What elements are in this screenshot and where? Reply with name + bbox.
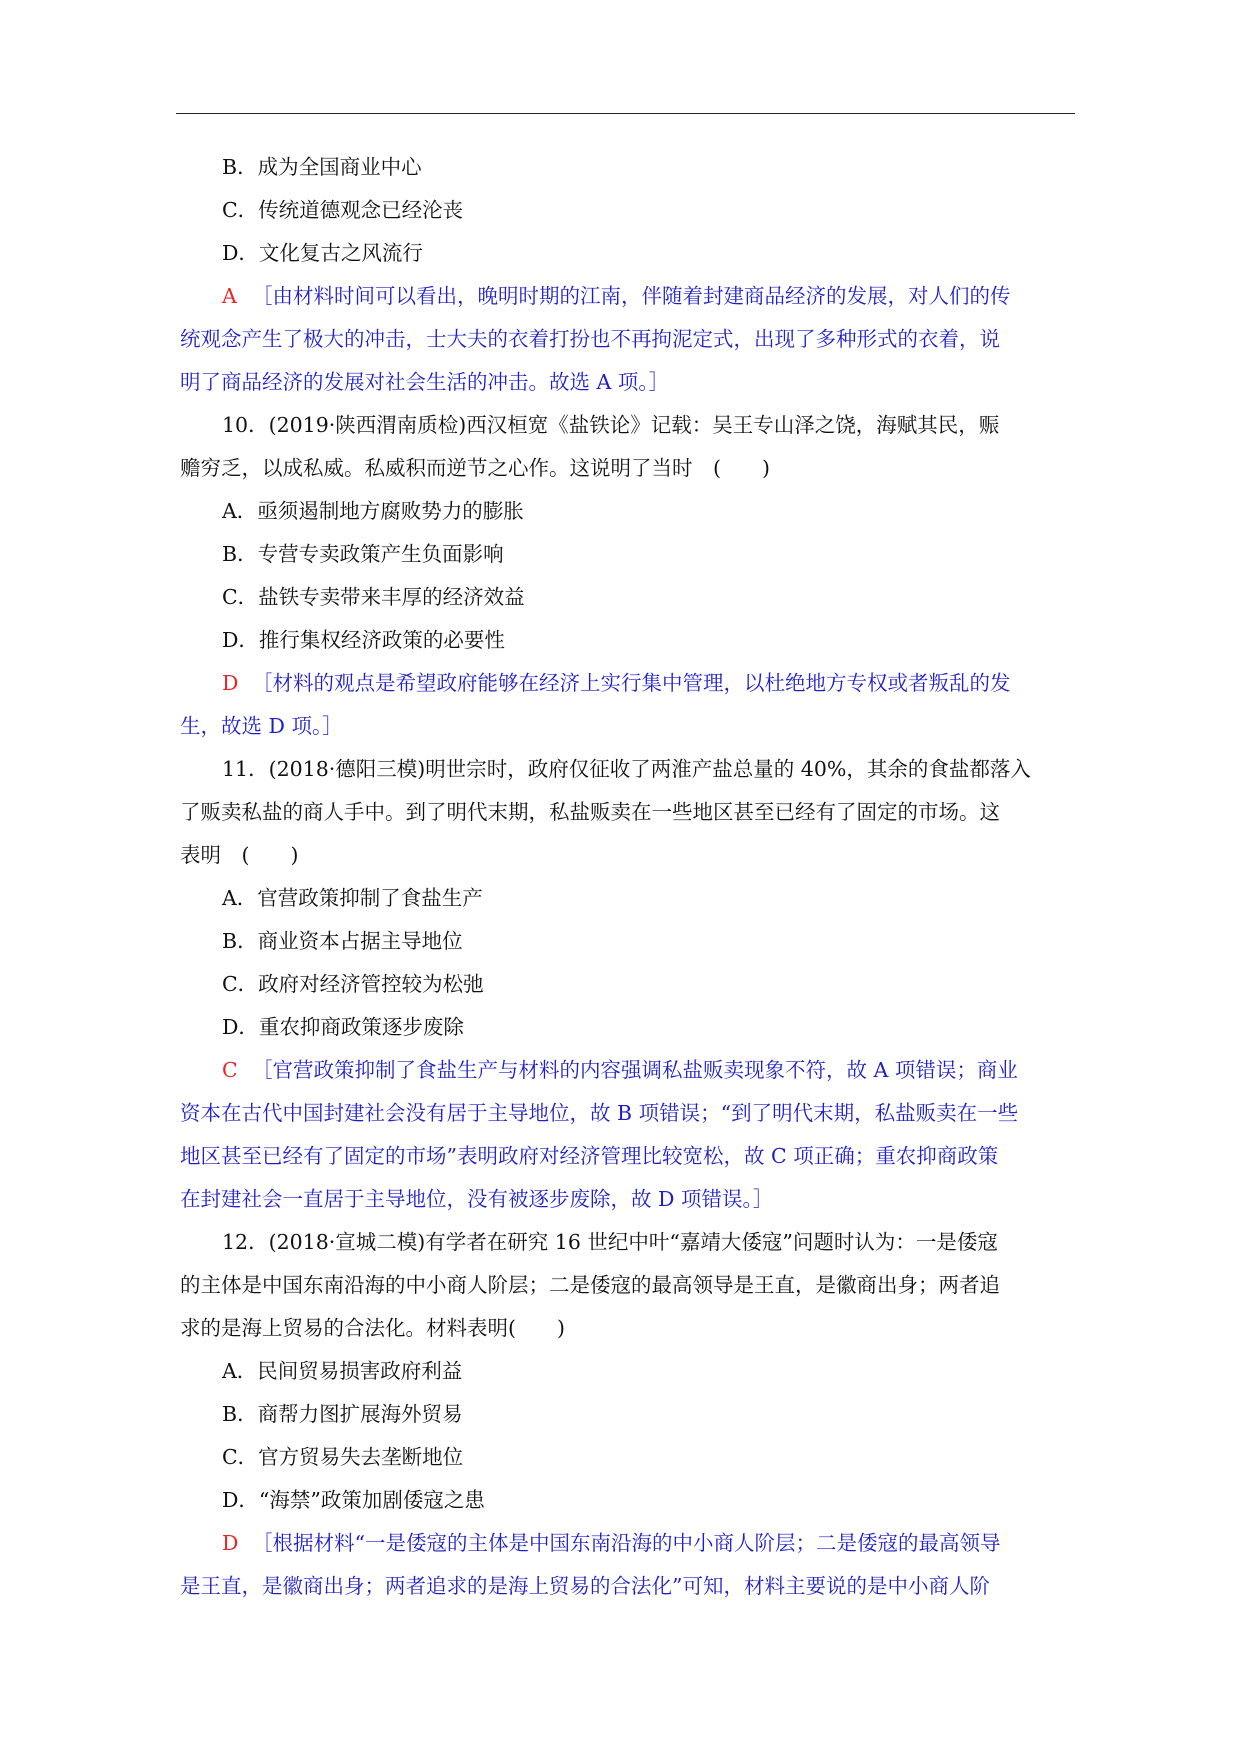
q11-answer-line-4: 在封建社会一直居于主导地位，没有被逐步废除，故 D 项错误。］ (180, 1187, 774, 1211)
q11-answer-line-3: 地区甚至已经有了固定的市场”表明政府对经济管理比较宽松，故 C 项正确；重农抑商政策 (180, 1144, 999, 1168)
q11-answer (180, 1049, 1070, 1221)
q12-option-a: A．民间贸易损害政府利益 (222, 1359, 463, 1383)
q9-option-b: B．成为全国商业中心 (222, 155, 422, 179)
q11-option-b: B．商业资本占据主导地位 (222, 929, 463, 953)
q12-answer-line-1: ［根据材料“一是倭寇的主体是中国东南沿海的中小商人阶层；二是倭寇的最高领导 (252, 1531, 1001, 1555)
q11-answer-line-2: 资本在古代中国封建社会没有居于主导地位，故 B 项错误；“到了明代末期，私盐贩卖在一些 (180, 1101, 1019, 1125)
header-rule (176, 113, 1075, 114)
q10-stem-line-1: 10．(2019·陕西渭南质检)西汉桓宽《盐铁论》记载：吴王专山泽之饶，海赋其民，赈 (222, 413, 1000, 437)
q10-answer (180, 662, 1070, 748)
q10-option-a: A．亟须遏制地方腐败势力的膨胀 (222, 499, 524, 523)
q11-option-c: C．政府对经济管控较为松弛 (222, 972, 484, 996)
q11-option-d: D．重农抑商政策逐步废除 (222, 1015, 464, 1039)
q10-option-b: B．专营专卖政策产生负面影响 (222, 542, 504, 566)
q9-option-c: C．传统道德观念已经沦丧 (222, 198, 464, 222)
q9-answer-line-2: 统观念产生了极大的冲击，士大夫的衣着打扮也不再拘泥定式，出现了多种形式的衣着，说 (180, 327, 1000, 351)
question-9 (180, 146, 1070, 404)
q12-option-d: D．“海禁”政策加剧倭寇之患 (222, 1488, 485, 1512)
question-11 (180, 748, 1070, 1221)
q9-answer (180, 275, 1070, 404)
q10-stem-line-2: 赡穷乏，以成私威。私威积而逆节之心作。这说明了当时 ( ) (180, 456, 770, 480)
q10-answer-line-1: ［材料的观点是希望政府能够在经济上实行集中管理，以杜绝地方专权或者叛乱的发 (252, 671, 1011, 695)
q11-answer-letter: C (222, 1058, 238, 1082)
q10-option-d: D．推行集权经济政策的必要性 (222, 628, 505, 652)
q11-option-a: A．官营政策抑制了食盐生产 (222, 886, 483, 910)
q9-answer-line-1: ［由材料时间可以看出，晚明时期的江南，伴随着封建商品经济的发展，对人们的传 (252, 284, 1011, 308)
q12-stem-line-3: 求的是海上贸易的合法化。材料表明( ) (180, 1316, 565, 1340)
q12-answer-line-2: 是王直，是徽商出身；两者追求的是海上贸易的合法化”可知，材料主要说的是中小商人阶 (180, 1574, 990, 1598)
q11-stem-line-2: 了贩卖私盐的商人手中。到了明代末期，私盐贩卖在一些地区甚至已经有了固定的市场。这 (180, 800, 1000, 824)
q11-stem-line-1: 11．(2018·德阳三模)明世宗时，政府仅征收了两淮产盐总量的 40%，其余的食盐都落入 (222, 757, 1031, 781)
q12-option-b: B．商帮力图扩展海外贸易 (222, 1402, 463, 1426)
page-content (180, 146, 1070, 1608)
q11-stem-line-3: 表明 ( ) (180, 843, 299, 867)
q12-answer-letter: D (222, 1531, 239, 1555)
question-10 (180, 404, 1070, 748)
question-12 (180, 1221, 1070, 1608)
q12-option-c: C．官方贸易失去垄断地位 (222, 1445, 464, 1469)
q11-answer-line-1: ［官营政策抑制了食盐生产与材料的内容强调私盐贩卖现象不符，故 A 项错误；商业 (252, 1058, 1018, 1082)
q9-option-d: D．文化复古之风流行 (222, 241, 423, 265)
q10-option-c: C．盐铁专卖带来丰厚的经济效益 (222, 585, 525, 609)
q12-stem-line-2: 的主体是中国东南沿海的中小商人阶层；二是倭寇的最高领导是王直，是徽商出身；两者追 (180, 1273, 1000, 1297)
q12-answer (180, 1522, 1070, 1608)
q10-answer-letter: D (222, 671, 239, 695)
q9-answer-letter: A (222, 284, 237, 308)
q10-answer-line-2: 生，故选 D 项。］ (180, 714, 343, 738)
q12-stem-line-1: 12．(2018·宣城二模)有学者在研究 16 世纪中叶“嘉靖大倭寇”问题时认为：一是倭寇 (222, 1230, 998, 1254)
q9-answer-line-3: 明了商品经济的发展对社会生活的冲击。故选 A 项。］ (180, 370, 670, 394)
